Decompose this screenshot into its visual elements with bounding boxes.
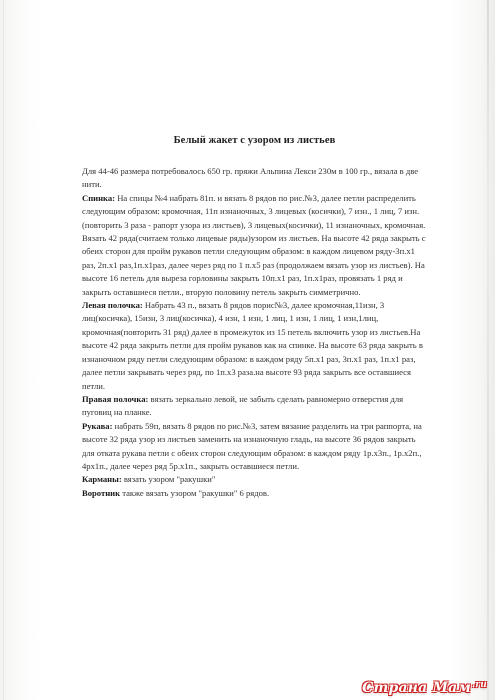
intro-paragraph: Для 44-46 размера потребовалось 650 гр. пряжи Альпина Лекси 230м в 100 гр., вязала в две нити. (82, 166, 419, 190)
section-text: вязать зеркально левой, не забыть сделать равномерно отверстия для пуговиц на планке. (82, 393, 404, 418)
section-collar (82, 487, 427, 500)
section-label: Карманы: (82, 474, 122, 485)
section-label: Правая полочка: (82, 393, 149, 404)
section-label: Рукава: (82, 420, 113, 431)
section-left-front (82, 299, 427, 393)
section-text: вязать узором "ракушки" (121, 474, 216, 485)
section-text: набрать 59п, вязать 8 рядов по рис.№3, затем вязание разделить на три раппорта, на высоте 32 ряда узор из листьев заменить на изнаночную гладь, на высоте 36 рядов закрыть для откатa рукава петли с обеих сторон следующим образом: в каждом ряду 1р.х3п., 1р.х2п., 4рх1п., далее через ряд 5р.х1п., закрыть оставшиеся петли. (82, 420, 422, 471)
page-edge-left (3, 0, 4, 700)
section-text: также вязать узором "ракушки" 6 рядов. (120, 487, 270, 498)
section-text: Набрать 43 п., вязать 8 рядов порис№3, далее кромочная,11изн, 3 лиц(косичка), 15изн, 3 лиц(косичка), 4 изн, 1 изн, 1 лиц, 1 изн, 1 лиц, 1 изн,1лиц, кромочная(повторить 31 ряд) далее в промежуток из 15 петель включить узор из листьев.На высоте 42 ряда закрыть петли для пройм рукавов как на спинке. На высоте 63 ряда закрыть в изнаночном ряду петли следующим образом: в каждом ряду 5п.х1 раз, 3п.х1 раз, 1п.х1 раз, далее петли закрывать через ряд, по 1п.х3 раза.на высоте 93 ряда закрыть все оставшиеся петли. (82, 300, 423, 391)
page-edge-right (487, 0, 489, 700)
section-label: Воротник (82, 487, 121, 498)
section-right-front (82, 393, 427, 420)
section-back (82, 192, 427, 299)
document-body (82, 135, 427, 500)
site-watermark-logo (362, 680, 487, 696)
document-title: Белый жакет с узором из листьев (173, 135, 336, 146)
section-sleeves (82, 420, 427, 474)
section-label: Спинка: (82, 192, 116, 203)
watermark-text: Страна Мам (362, 680, 471, 696)
section-text: На спицы №4 набрать 81п. и вязать 8 рядов по рис.№3, далее петли распределить следующим образом: кромочная, 11п изнаночных, 3 лицевых (косички), 7 изн., 1 лиц, 7 изн. (повторить 3 раза - рапорт узора из листьев), 3 лицевых(косички), 11 изнаночных, кромочная. Вязать 42 ряда(считаем только лицевые ряды)узором из листьев. На высоте 42 ряда закрыть с обеих сторон для пройм рукавов петли следующим образом: в каждом лицевом ряду-3п.х1 раз, 2п.х1 раз,1п.х1раз, далее через ряд по 1 п.х5 раз (продолжаем вязать узор из листьев). На высоте 16 петель для выреза горловины закрыть 10п.х1 раз, 1п.х1раз, провязать 1 ряд и закрыть оставшиеся петли., вторую половину петель закрыть симметрично. (82, 192, 426, 297)
watermark-suffix: .ru (471, 680, 487, 690)
section-label: Левая полочка: (82, 300, 143, 311)
section-pockets (82, 473, 427, 486)
